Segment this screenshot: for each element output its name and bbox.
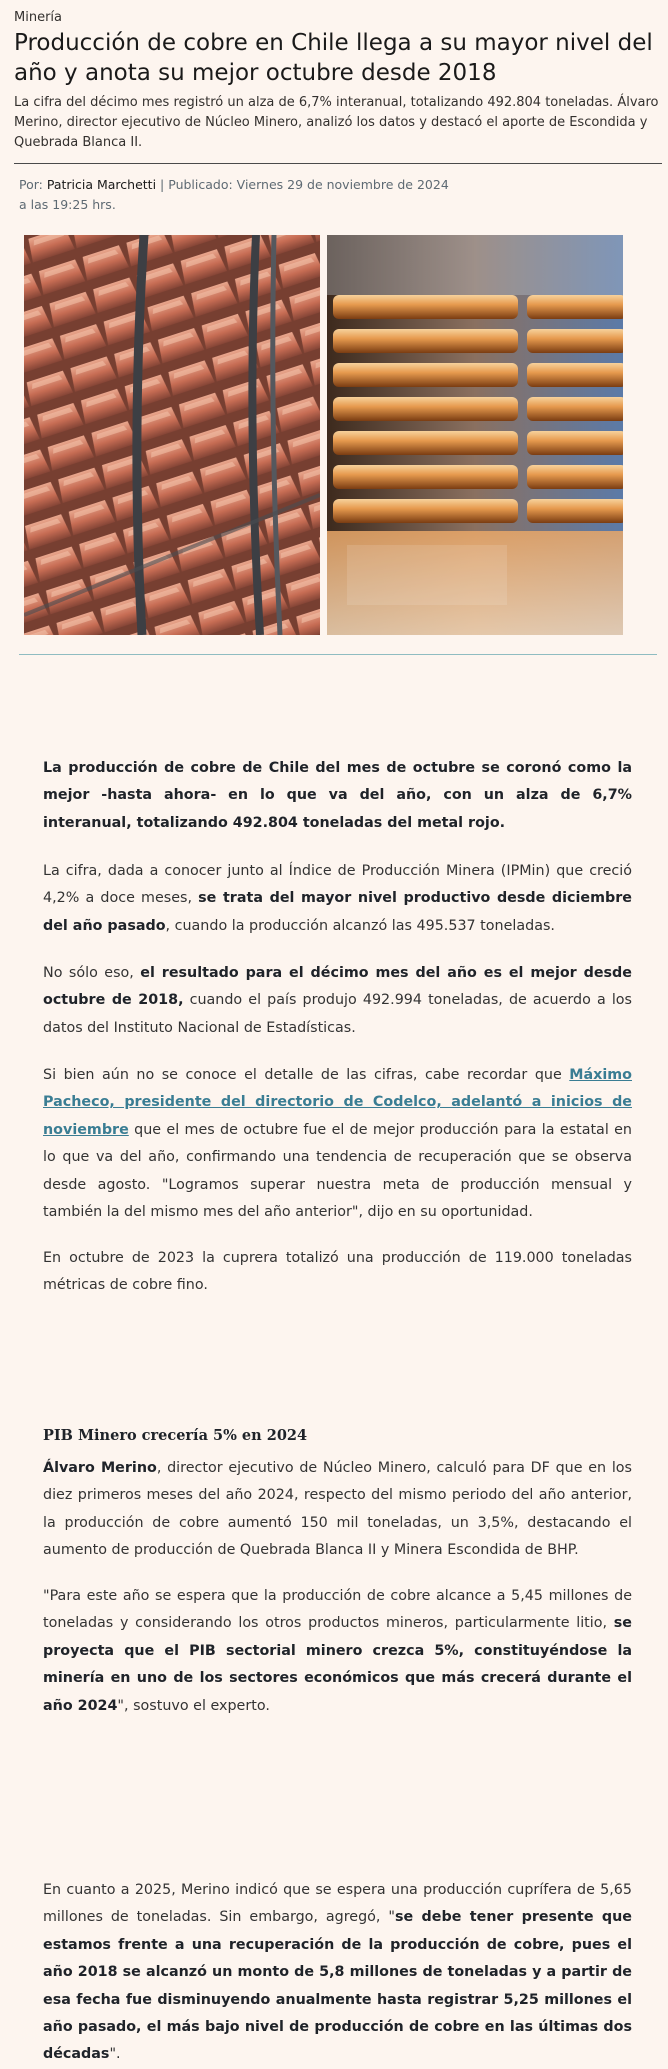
- article-paragraph: En octubre de 2023 la cuprera totalizó una producción de 119.000 toneladas métricas de cobre fino.: [43, 1250, 632, 1294]
- paragraph-bold: se proyecta que el PIB sectorial minero crezca 5%, constituyéndose la minería en uno de los sectores económicos que más crecerá durante el año 2024: [43, 1615, 632, 1714]
- paragraph-text: que el mes de octubre fue el de mejor producción para la estatal en lo que va del año, confirmando una tendencia de recuperación que se observa desde agosto. "Logramos superar nuestra meta de producción mensual y también la del mismo mes del año anterior", dijo en su oportunidad.: [43, 1121, 632, 1221]
- paragraph-bold: se debe tener presente que estamos frente a una recuperación de la producción de cobre, pues el año 2018 se alcanzó un monto de 5,8 millones de toneladas y a partir de esa fecha fue disminuyendo anualmente hasta registrar 5,25 millones el año pasado, el más bajo nivel de producción de cobre en las últimas dos décadas: [43, 1909, 632, 2063]
- paragraph-bold: se trata del mayor nivel productivo desde diciembre del año pasado: [43, 890, 632, 934]
- article-paragraph: [43, 1062, 632, 1226]
- paragraph-text: Si bien aún no se conoce el detalle de las cifras, cabe recordar que: [43, 1067, 570, 1083]
- paragraph-text: La cifra, dada a conocer junto al Índice de Producción Minera (IPMin) que creció 4,2% a doce meses,: [43, 863, 632, 907]
- byline-by-label: Por:: [19, 177, 43, 192]
- article-paragraph: [43, 1583, 632, 1720]
- image-divider: [19, 654, 657, 655]
- article-paragraph: [43, 1455, 632, 1565]
- paragraph-text: En cuanto a 2025, Merino indicó que se espera una producción cuprífera de 5,65 millones de toneladas. Sin embargo, agregó, ": [43, 1882, 632, 1926]
- standfirst: La cifra del décimo mes registró un alza de 6,7% interanual, totalizando 492.804 toneladas. Álvaro Merino, director ejecutivo de Núcleo Minero, analizó los datos y destacó el aporte de Escondida y Quebrada Blanca II.: [14, 95, 659, 150]
- paragraph-text: ", sostuvo el experto.: [117, 1697, 270, 1714]
- paragraph-text: No sólo eso,: [43, 965, 141, 981]
- paragraph-text: "Para este año se espera que la producción de cobre alcance a 5,45 millones de toneladas y considerando los otros productos mineros, particularmente litio,: [43, 1588, 632, 1632]
- byline-published: Publicado: Viernes 29 de noviembre de 2024 a las 19:25 hrs.: [19, 177, 449, 212]
- paragraph-bold: Álvaro Merino: [43, 1460, 157, 1476]
- section-tag[interactable]: Minería: [14, 10, 62, 25]
- byline-author[interactable]: Patricia Marchetti: [46, 177, 157, 192]
- article-paragraph: [43, 1877, 632, 2069]
- header-divider: [14, 163, 662, 164]
- paragraph-text: ".: [109, 2046, 121, 2063]
- copper-ingots-photo: [24, 235, 320, 635]
- section-subhead: PIB Minero crecería 5% en 2024: [43, 1427, 308, 1444]
- paragraph-text: , cuando la producción alcanzó las 495.537 toneladas.: [165, 917, 555, 934]
- paragraph-text: cuando el país produjo 492.994 toneladas, de acuerdo a los datos del Instituto Nacional de Estadísticas.: [43, 992, 632, 1036]
- paragraph-text: , director ejecutivo de Núcleo Minero, calculó para DF que en los diez primeros meses del año 2024, respecto del mismo periodo del año anterior, la producción de cobre aumentó 150 mil toneladas, un 3,5%, destacando el aumento de producción de Quebrada Blanca II y Minera Escondida de BHP.: [43, 1460, 632, 1559]
- article-paragraph: La producción de cobre de Chile del mes de octubre se coronó como la mejor -hasta ahora- en lo que va del año, con un alza de 6,7% interanual, totalizando 492.804 toneladas del metal rojo.: [43, 760, 632, 831]
- byline: [19, 175, 459, 215]
- headline: Producción de cobre en Chile llega a su mayor nivel del año y anota su mejor octubre desde 2018: [14, 30, 653, 86]
- codelco-article-link[interactable]: Máximo Pacheco, presidente del directorio de Codelco, adelantó a inicios de noviembre: [43, 1067, 632, 1138]
- article-paragraph: [43, 960, 632, 1042]
- article-paragraph: [43, 858, 632, 940]
- byline-separator: |: [160, 177, 165, 192]
- paragraph-bold: el resultado para el décimo mes del año es el mejor desde octubre de 2018,: [43, 965, 632, 1009]
- copper-bars-photo: [327, 235, 623, 635]
